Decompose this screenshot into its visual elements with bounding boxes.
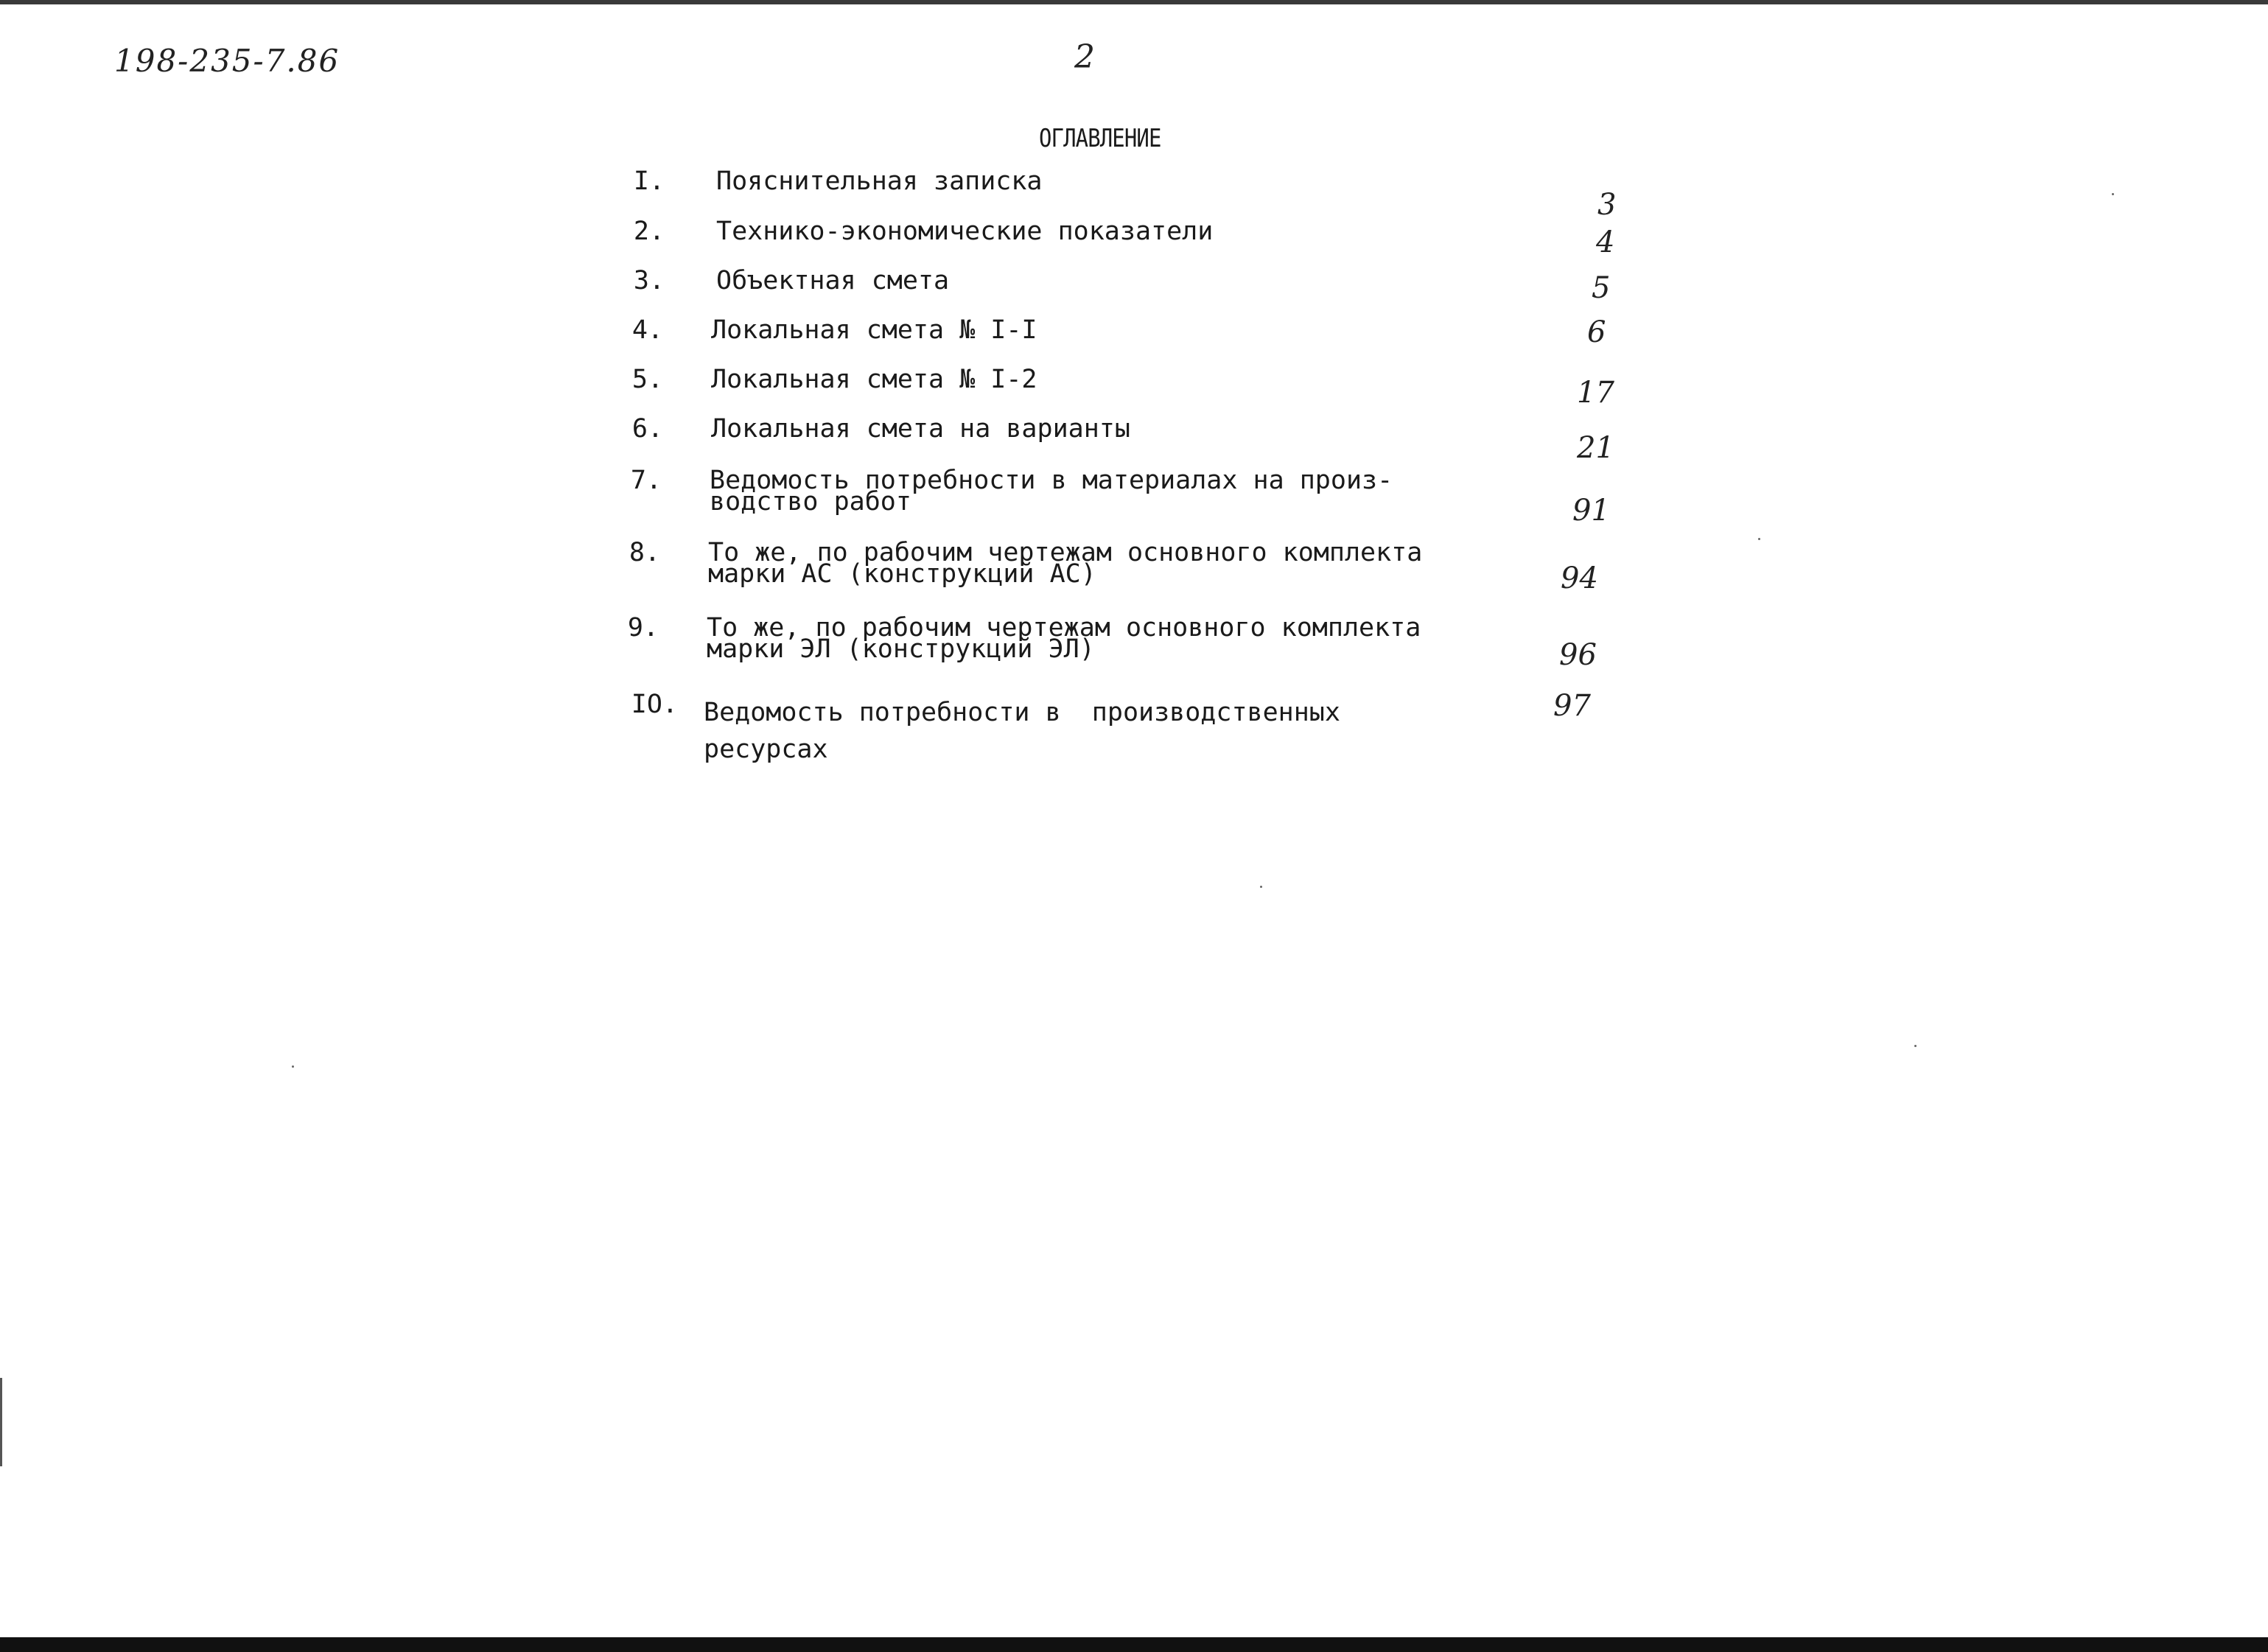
toc-item-number: IO. [631,690,678,719]
scan-speck [292,1065,294,1068]
toc-item-number: 2. [633,217,665,246]
toc-item-page: 21 [1577,431,1614,465]
scan-border-bottom [0,1637,2268,1652]
toc-item-number: 3. [633,266,665,295]
toc-item-number: 8. [629,538,660,567]
toc-item-page: 94 [1561,561,1598,595]
toc-item-text: Пояснительная записка [716,167,1043,196]
toc-item-text: То же, по рабочим чертежам основного комплекта марки ЭЛ (конструкций ЭЛ) [707,613,1421,664]
toc-item-number: 4. [631,315,663,345]
toc-item-text: Локальная смета на варианты [711,414,1130,444]
scan-speck [1914,1045,1917,1047]
toc-item-number: 5. [631,365,663,394]
toc-item-page: 4 [1596,225,1615,259]
scan-speck [1758,538,1760,540]
toc-item-page: 97 [1553,689,1591,723]
toc-item-page: 96 [1559,638,1597,672]
toc-item-text: То же, по рабочим чертежам основного комплекта марки АС (конструкций АС) [708,538,1423,589]
toc-item-page: 91 [1572,494,1610,528]
toc-item-number: 7. [630,466,662,495]
toc-item-text: Ведомость потребности в производственных ресурсах [704,698,1340,764]
toc-item-page: 3 [1597,188,1617,222]
toc-item-page: 17 [1577,376,1614,410]
toc-item-text: Локальная смета № I-2 [711,365,1037,394]
toc-item-text: Технико-экономические показатели [716,217,1214,246]
toc-item-text: Объектная смета [716,266,950,295]
scan-speck [2112,193,2114,195]
scan-border-top [0,0,2268,4]
document-number: 198-235-7.86 [114,43,340,79]
toc-item-number: 9. [627,613,659,643]
scan-border-left [0,1378,2,1466]
toc-item-number: I. [633,167,665,196]
toc-item-page: 6 [1587,315,1606,349]
toc-item-number: 6. [631,414,663,444]
page-number: 2 [1074,38,1095,76]
toc-item-text: Локальная смета № I-I [711,315,1037,345]
scan-speck [1260,886,1262,888]
toc-item-page: 5 [1592,271,1611,305]
toc-item-text: Ведомость потребности в материалах на произ- водство работ [710,466,1393,517]
toc-title: ОГЛАВЛЕНИЕ [1039,124,1161,153]
